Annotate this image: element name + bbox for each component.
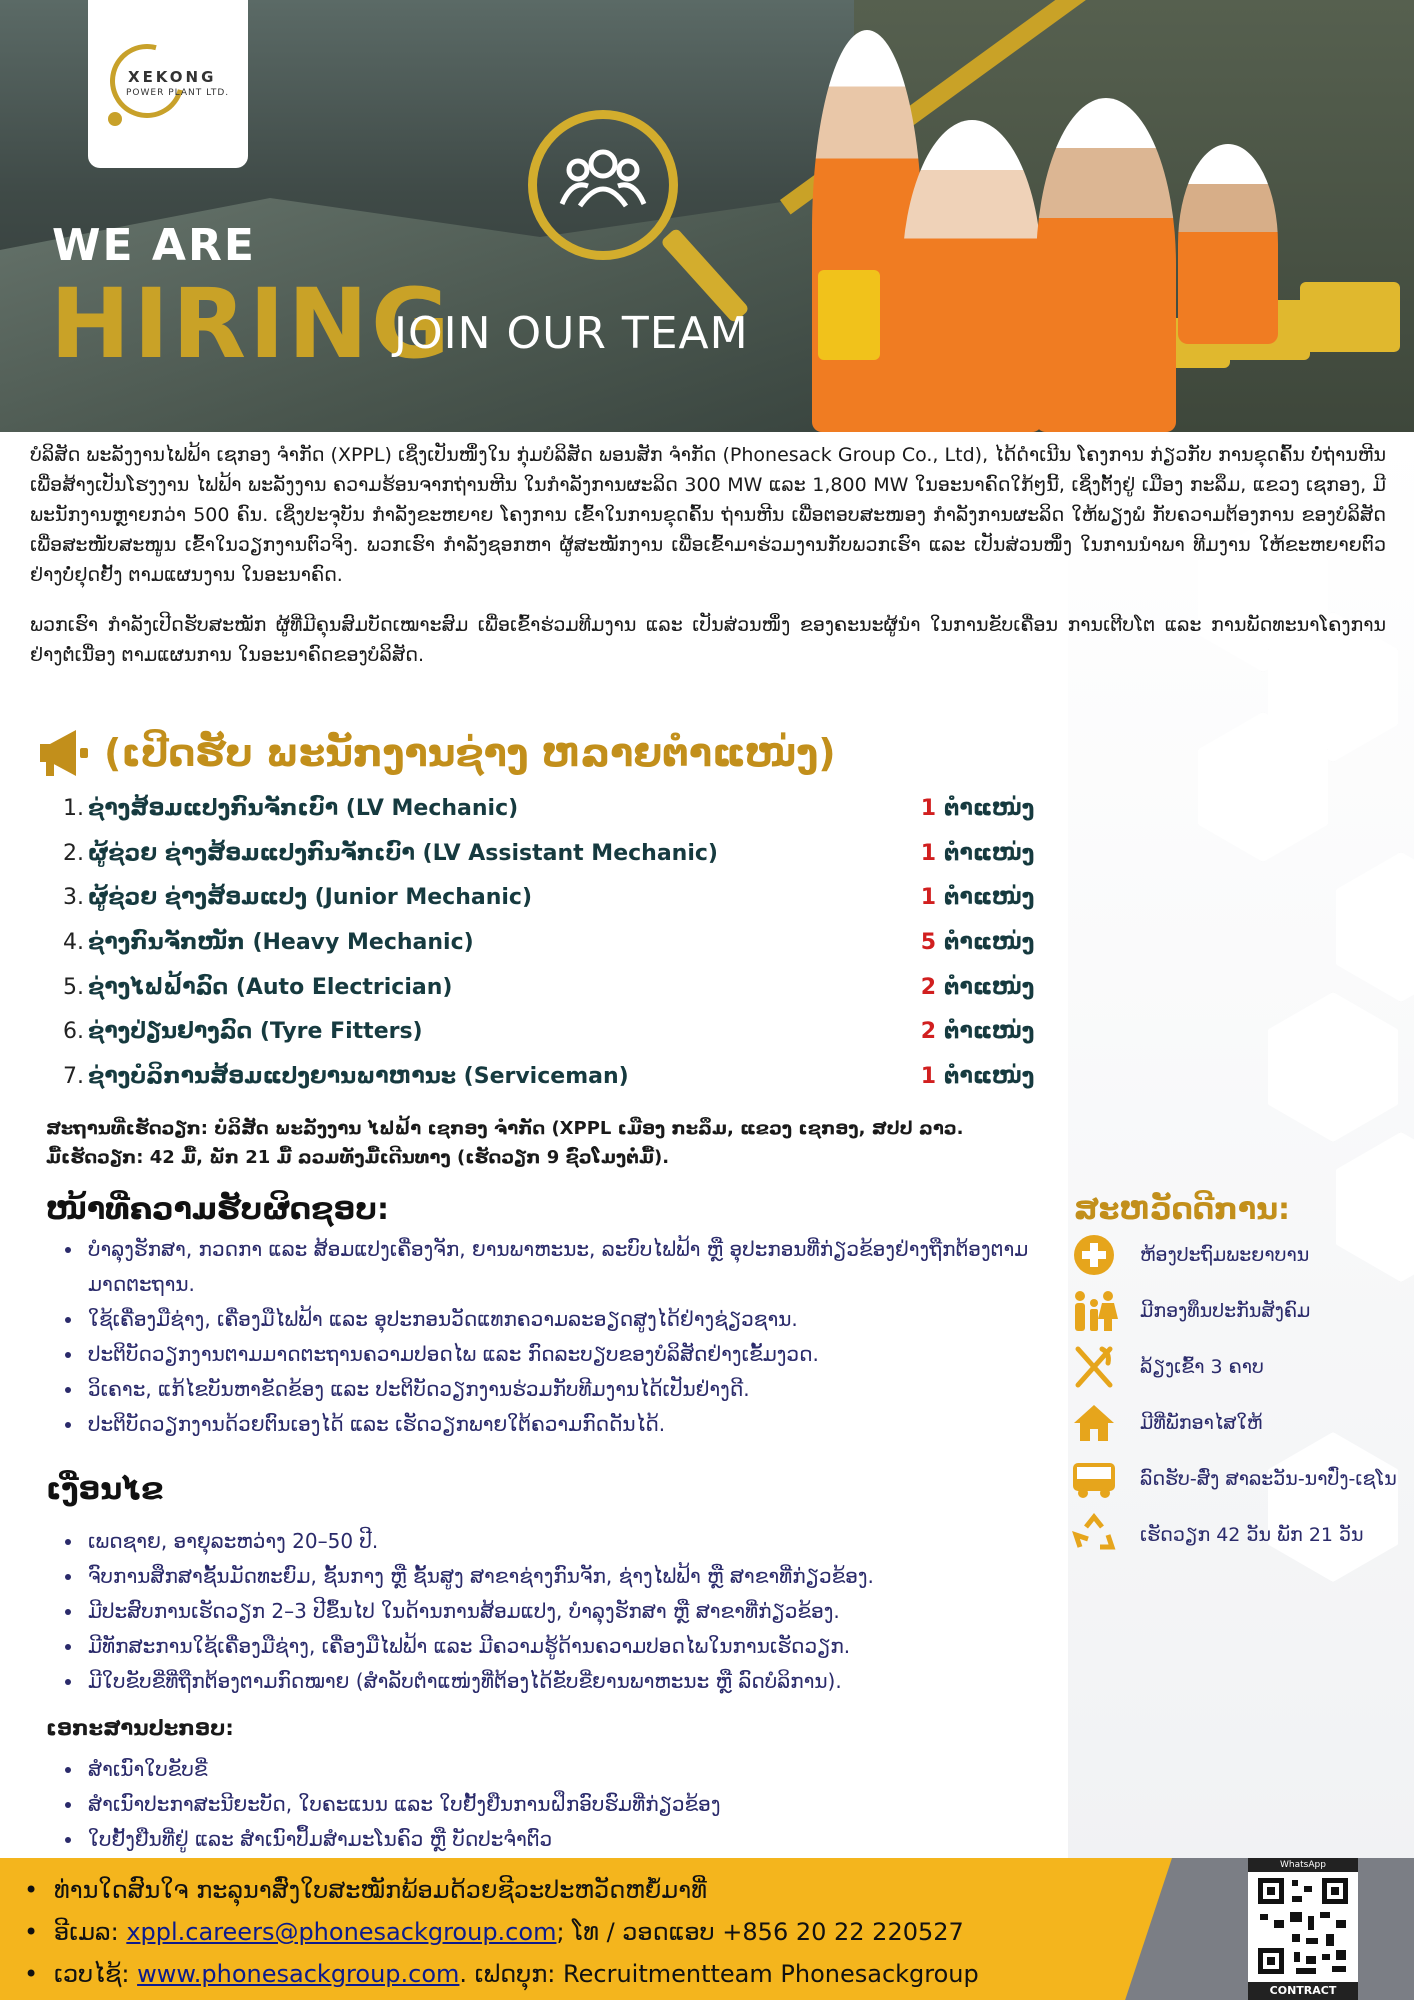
job-item xyxy=(60,831,1040,876)
logo-dot xyxy=(108,112,122,126)
list-item: • ສຳເນົາປະກາສະນີຍະບັດ, ໃບຄະແນນ ແລະ ໃບຢັ້ງຢືນການຝຶກອົບຮົມທີ່ກ່ຽວຂ້ອງ xyxy=(84,1787,1076,1822)
benefit-text: ເຮັດວຽກ 42 ວັນ ພັກ 21 ວັນ xyxy=(1140,1524,1364,1546)
mining-truck xyxy=(1300,282,1400,352)
benefit-item xyxy=(1070,1454,1410,1504)
megaphone-icon xyxy=(36,728,90,778)
list-item: • ຈົບການສຶກສາຊັ້ນມັດທະຍົມ, ຊັ້ນກາງ ຫຼື ຊັ້ນສູງ ສາຂາຊ່າງກົນຈັກ, ຊ່າງໄຟຟ້າ ຫຼື ສາຂາທີ່ກ່ຽວຂ້ອງ. xyxy=(84,1559,1076,1594)
job-unit: ຕຳແໜ່ງ xyxy=(944,885,1035,911)
bullet-icon: • xyxy=(24,1918,39,1946)
worker-figure xyxy=(1178,144,1278,344)
job-count: 2 xyxy=(920,1019,936,1045)
hiring-text: HIRING xyxy=(50,268,453,380)
recycle-icon xyxy=(1070,1513,1118,1557)
benefit-text: ມີກອງທຶນປະກັນສັງຄົມ xyxy=(1140,1300,1311,1322)
job-unit: ຕຳແໜ່ງ xyxy=(944,840,1035,866)
facebook-text: . ເຟດບຸກ: Recruitmentteam Phonesackgroup xyxy=(459,1960,979,1988)
job-count: 1 xyxy=(920,840,936,866)
list-item: • ມີໃບຂັບຂີ່ທີ່ຖືກຕ້ອງຕາມກົດໝາຍ (ສຳລັບຕຳແໜ່ງທີ່ຕ້ອງໄດ້ຂັບຂີ່ຍານພາຫະນະ ຫຼື ລົດບໍລິການ). xyxy=(84,1664,1076,1699)
job-item xyxy=(60,965,1040,1010)
list-item: • ສຳເນົາໃບຂັບຂີ່ xyxy=(84,1752,1076,1787)
benefit-item xyxy=(1070,1510,1410,1560)
worker-figure xyxy=(1036,98,1176,432)
job-unit: ຕຳແໜ່ງ xyxy=(944,1019,1035,1045)
benefit-item xyxy=(1070,1342,1410,1392)
job-list xyxy=(60,786,1040,1099)
bullet-icon: • xyxy=(24,1876,39,1904)
list-item: • ປະຕິບັດວຽກງານດ້ວຍຕົນເອງໄດ້ ແລະ ເຮັດວຽກພາຍໃຕ້ຄວາມກົດດັນໄດ້. xyxy=(84,1407,1076,1442)
job-item xyxy=(60,1054,1040,1099)
job-unit: ຕຳແໜ່ງ xyxy=(944,974,1035,1000)
join-team-text: JOIN OUR TEAM xyxy=(394,308,749,359)
job-item xyxy=(60,875,1040,920)
benefit-text: ມີທີ່ພັກອາໄສໃຫ້ xyxy=(1140,1412,1263,1434)
documents-list xyxy=(46,1752,1076,1857)
duties-list xyxy=(46,1232,1076,1442)
work-location xyxy=(46,1114,1046,1172)
logo-name: XEKONG xyxy=(128,68,217,86)
job-number: 7. xyxy=(63,1063,84,1089)
list-item: • ເພດຊາຍ, ອາຍຸລະຫວ່າງ 20–50 ປີ. xyxy=(84,1524,1076,1559)
survey-instrument xyxy=(818,270,880,360)
job-title: ຜູ້ຊ່ວຍ ຊ່າງສ້ອມແປງກົນຈັກເບົາ (LV Assistant Mechanic) xyxy=(88,840,718,866)
worker-figure xyxy=(902,120,1042,432)
job-title: ຊ່າງບໍລິການສ້ອມແປງຍານພາຫານະ (Serviceman) xyxy=(88,1063,629,1089)
qr-code-icon xyxy=(1256,1876,1350,1976)
list-item: • ໃຊ້ເຄື່ອງມືຊ່າງ, ເຄື່ອງມືໄຟຟ້າ ແລະ ອຸປະກອນວັດແທກຄວາມລະອຽດສູງໄດ້ຢ່າງຊ່ຽວຊານ. xyxy=(84,1302,1076,1337)
contact-footer xyxy=(0,1858,1414,2000)
job-item xyxy=(60,786,1040,831)
job-title: ຊ່າງສ້ອມແປງກົນຈັກເບົາ (LV Mechanic) xyxy=(88,795,519,821)
job-number: 2. xyxy=(63,840,84,866)
job-title: ຜູ້ຊ່ວຍ ຊ່າງສ້ອມແປງ (Junior Mechanic) xyxy=(88,885,533,911)
openings-heading xyxy=(36,728,836,778)
job-count: 5 xyxy=(920,929,936,955)
job-number: 3. xyxy=(63,885,84,911)
footer-web-line xyxy=(24,1960,979,1988)
bullet-icon: • xyxy=(24,1960,39,1988)
job-count: 1 xyxy=(920,885,936,911)
list-item: • ໃບຢັ້ງຢືນທີ່ຢູ່ ແລະ ສຳເນົາປຶ້ມສຳມະໂນຄົວ ຫຼື ບັດປະຈຳຕົວ xyxy=(84,1822,1076,1857)
job-number: 6. xyxy=(63,1019,84,1045)
we-are-text: WE ARE xyxy=(52,220,256,271)
intro-paragraph: ບໍລິສັດ ພະລັງງານໄຟຟ້າ ເຊກອງ ຈຳກັດ (XPPL) ເຊິ່ງເປັນໜຶ່ງໃນ ກຸ່ມບໍລິສັດ ພອນສັກ ຈຳກັດ (Phonesack Group Co., Ltd), ໄດ້ດຳເນີນ ໂຄງການ ກ່ຽວກັບ ການຂຸດຄົ້ນ ບໍ່ຖ່ານຫີນ ເພື່ອສ້າງເປັນໂຮງງານ ໄຟຟ້າ ພະລັງງານ ຄວາມຮ້ອນຈາກຖ່ານຫີນ ໃນກຳລັງການຜະລິດ 300 MW ແລະ 1,800 MW ໃນອະນາຄົດໃກ້ໆນີ້, ເຊິ່ງຕັ້ງຢູ່ ເມືອງ ກະລຶມ, ແຂວງ ເຊກອງ, ມີພະນັກງານຫຼາຍກວ່າ 500 ຄົນ. ເຊິ່ງປະຈຸບັນ ກຳລັງຂະຫຍາຍ ໂຄງການ ເຂົ້າໃນການຂຸດຄົ້ນ ຖ່ານຫີນ ເພື່ອຕອບສະໜອງ ກຳລັງການຜະລິດ ໃຫ້ພຽງພໍ ກັບຄວາມຕ້ອງການ ຂອງບໍລິສັດ ເພື່ອສະໜັບສະໜູນ ເຂົ້າໃນວຽກງານຕົວຈິງ. ພວກເຮົາ ກຳລັງຊອກຫາ ຜູ້ສະໝັກງານ ເພື່ອເຂົ້າມາຮ່ວມງານກັບພວກເຮົາ ແລະ ເປັນສ່ວນໜຶ່ງ ໃນການນຳພາ ທີມງານ ໃຫ້ຂະຫຍາຍຕົວ ຢ່າງບໍ່ຢຸດຢັ້ງ ຕາມແຜນງານ ໃນອະນາຄົດ. xyxy=(30,444,1386,586)
list-item: • ມີປະສົບການເຮັດວຽກ 2–3 ປີຂຶ້ນໄປ ໃນດ້ານການສ້ອມແປງ, ບຳລຸງຮັກສາ ຫຼື ສາຂາທີ່ກ່ຽວຂ້ອງ. xyxy=(84,1594,1076,1629)
location-line: ສະຖານທີ່ເຮັດວຽກ: ບໍລິສັດ ພະລັງງານ ໄຟຟ້າ ເຊກອງ ຈຳກັດ (XPPL ເມືອງ ກະລຶມ, ແຂວງ ເຊກອງ, ສປປ ລາວ. xyxy=(46,1118,964,1139)
medical-cross-icon xyxy=(1070,1233,1118,1277)
list-item: • ບຳລຸງຮັກສາ, ກວດກາ ແລະ ສ້ອມແປງເຄື່ອງຈັກ, ຍານພາຫະນະ, ລະບົບໄຟຟ້າ ຫຼື ອຸປະກອນທີ່ກ່ຽວຂ້ອງຢ່າງຖືກຕ້ອງຕາມມາດຕະຖານ. xyxy=(84,1232,1076,1302)
documents-heading: ເອກະສານປະກອບ: xyxy=(46,1716,234,1740)
job-unit: ຕຳແໜ່ງ xyxy=(944,795,1035,821)
email-label: ອີເມລ: xyxy=(54,1918,127,1946)
list-item: • ປະຕິບັດວຽກງານຕາມມາດຕະຖານຄວາມປອດໄພ ແລະ ກົດລະບຽບຂອງບໍລິສັດຢ່າງເຂັ້ມງວດ. xyxy=(84,1337,1076,1372)
website-link[interactable]: www.phonesackgroup.com xyxy=(137,1960,460,1988)
job-title: ຊ່າງໄຟຟ້າລົດ (Auto Electrician) xyxy=(88,974,453,1000)
hexagon-decoration xyxy=(1336,852,1414,1002)
intro-paragraph: ພວກເຮົາ ກຳລັງເປີດຮັບສະໝັກ ຜູ້ທີ່ມີຄຸນສົມບັດເໝາະສົມ ເພື່ອເຂົ້າຮ່ວມທີມງານ ແລະ ເປັນສ່ວນໜຶ່ງ ຂອງຄະນະຜູ້ນຳ ໃນການຂັບເຄື່ອນ ການເຕີບໂຕ ແລະ ການພັດທະນາໂຄງການ ຢ່າງຕໍ່ເນື່ອງ ຕາມແຜນການ ໃນອະນາຄົດຂອງບໍລິສັດ. xyxy=(30,614,1386,666)
job-item xyxy=(60,920,1040,965)
job-unit: ຕຳແໜ່ງ xyxy=(944,1063,1035,1089)
benefit-text: ຫ້ອງປະຖົມພະຍາບານ xyxy=(1140,1244,1310,1266)
job-number: 5. xyxy=(63,974,84,1000)
job-count: 1 xyxy=(920,795,936,821)
openings-title: (ເປີດຮັບ ພະນັກງານຊ່າງ ຫລາຍຕຳແໜ່ງ) xyxy=(104,731,836,775)
job-unit: ຕຳແໜ່ງ xyxy=(944,929,1035,955)
qr-label-bottom: CONTRACT xyxy=(1248,1982,1358,2000)
benefit-item xyxy=(1070,1398,1410,1448)
list-item: • ວິເຄາະ, ແກ້ໄຂບັນຫາຂັດຂ້ອງ ແລະ ປະຕິບັດວຽກງານຮ່ວມກັບທີມງານໄດ້ເປັນຢ່າງດີ. xyxy=(84,1372,1076,1407)
job-number: 1. xyxy=(63,795,84,821)
job-title: ຊ່າງກົນຈັກໜັກ (Heavy Mechanic) xyxy=(88,929,474,955)
hero-banner xyxy=(0,0,1414,432)
footer-apply-line xyxy=(24,1876,707,1904)
hexagon-decoration xyxy=(1268,992,1398,1142)
schedule-line: ມື້ເຮັດວຽກ: 42 ມື້, ພັກ 21 ມື້ ລວມທັງມື້ເດີນທາງ (ເຮັດວຽກ 9 ຊົ່ວໂມງຕໍ່ມື້). xyxy=(46,1147,670,1168)
benefit-text: ລົດຮັບ-ສົ່ງ ສາລະວັນ-ນາປົ່ງ-ເຊໂນ xyxy=(1140,1468,1397,1490)
logo-subtitle: POWER PLANT LTD. xyxy=(126,88,230,98)
conditions-heading: ເງື່ອນໄຂ xyxy=(46,1472,164,1507)
web-label: ເວບໄຊ້: xyxy=(54,1960,138,1988)
duties-heading: ໜ້າທີ່ຄວາມຮັບຜິດຊອບ: xyxy=(46,1192,390,1227)
job-count: 2 xyxy=(920,974,936,1000)
qr-label-top: WhatsApp xyxy=(1248,1858,1358,1872)
conditions-list xyxy=(46,1524,1076,1699)
company-intro xyxy=(30,440,1386,690)
benefit-text: ລ້ຽງເຂົ້າ 3 ຄາບ xyxy=(1140,1356,1264,1378)
footer-contact-line xyxy=(24,1918,964,1946)
benefits-heading: ສະຫວັດດີການ: xyxy=(1074,1192,1291,1227)
benefit-item xyxy=(1070,1286,1410,1336)
bus-icon xyxy=(1070,1457,1118,1501)
apply-text: ທ່ານໃດສົນໃຈ ກະລຸນາສົ່ງໃບສະໝັກພ້ອມດ້ວຍຊີວະປະຫວັດຫຍໍ້ມາທີ່ xyxy=(54,1876,707,1904)
company-logo xyxy=(88,0,248,168)
team-icon xyxy=(558,140,648,220)
benefit-item xyxy=(1070,1230,1410,1280)
family-icon xyxy=(1070,1289,1118,1333)
house-icon xyxy=(1070,1401,1118,1445)
list-item: • ມີທັກສະການໃຊ້ເຄື່ອງມືຊ່າງ, ເຄື່ອງມືໄຟຟ້າ ແລະ ມີຄວາມຮູ້ດ້ານຄວາມປອດໄພໃນການເຮັດວຽກ. xyxy=(84,1629,1076,1664)
job-title: ຊ່າງປ່ຽນຢາງລົດ (Tyre Fitters) xyxy=(88,1019,423,1045)
phone-text: ; ໂທ / ວອດແອບ +856 20 22 220527 xyxy=(556,1918,964,1946)
fork-knife-icon xyxy=(1070,1345,1118,1389)
email-link[interactable]: xppl.careers@phonesackgroup.com xyxy=(126,1918,557,1946)
job-number: 4. xyxy=(63,929,84,955)
whatsapp-qr-code[interactable] xyxy=(1248,1858,1358,2000)
job-item xyxy=(60,1009,1040,1054)
job-count: 1 xyxy=(920,1063,936,1089)
